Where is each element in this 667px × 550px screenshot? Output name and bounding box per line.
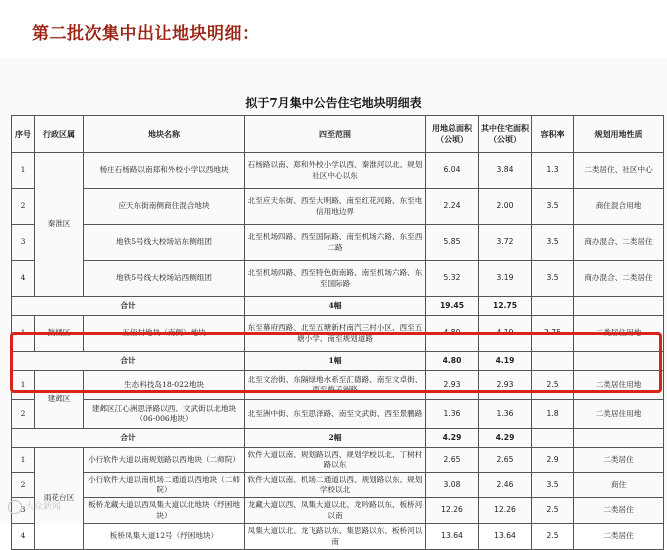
cell-far: 2.5 [532, 371, 574, 400]
col-header-area: 用地总面积（公顷） [426, 116, 479, 153]
cell-no: 2 [12, 400, 35, 429]
table-row [12, 473, 664, 498]
watermark [8, 499, 61, 514]
cell-far: 1.3 [532, 153, 574, 189]
cell-use: 商办混合、二类居住 [574, 225, 664, 261]
subtotal-area: 4.80 [426, 352, 479, 371]
col-header-bounds: 四至范围 [245, 116, 426, 153]
cell-name: 地铁5号线大校场站西侧组团 [84, 261, 245, 297]
table-row [12, 261, 664, 297]
cell-district: 雨花台区 [35, 448, 84, 550]
cell-area: 6.04 [426, 153, 479, 189]
cell-bounds: 软件大道以南、机场二通道以西、规划路以东、规划学校以北 [245, 473, 426, 498]
cell-no: 2 [12, 189, 35, 225]
subtotal-res-area: 4.29 [479, 429, 532, 448]
col-header-far: 容积率 [532, 116, 574, 153]
cell-name: 小行软件大道以南机场二通道以西地块（二师院） [84, 473, 245, 498]
cell-res-area: 3.84 [479, 153, 532, 189]
cell-res-area: 2.93 [479, 371, 532, 400]
cell-district: 建邺区 [35, 371, 84, 429]
cell-bounds: 北至机场四路、西至国际路、南至机场六路、东至西二路 [245, 225, 426, 261]
cell-res-area: 13.64 [479, 524, 532, 550]
cell-bounds: 软件大道以南、规划路以西、规划学校以北、丁树村路以东 [245, 448, 426, 473]
col-header-district: 行政区属 [35, 116, 84, 153]
cell-area: 12.26 [426, 498, 479, 524]
table-row [12, 400, 664, 429]
highlight-box [10, 332, 662, 393]
cell-no: 4 [12, 261, 35, 297]
cell-no: 3 [12, 225, 35, 261]
cell-res-area: 1.36 [479, 400, 532, 429]
cell-res-area: 3.19 [479, 261, 532, 297]
cell-area: 1.36 [426, 400, 479, 429]
watermark-logo-icon [8, 500, 22, 514]
watermark-text: 大众新闻 [25, 502, 62, 512]
cell-res-area: 2.46 [479, 473, 532, 498]
cell-district: 鼓楼区 [35, 316, 84, 352]
cell-area: 4.80 [426, 316, 479, 352]
cell-no: 1 [12, 448, 35, 473]
col-header-res-area: 其中住宅面积（公顷） [479, 116, 532, 153]
cell-no: 1 [12, 316, 35, 352]
cell-bounds: 凤集大道以北、龙飞路以东、集思路以东、板桥河以南 [245, 524, 426, 550]
cell-name: 生态科技岛18-022地块 [84, 371, 245, 400]
cell-use: 二类居住 [574, 448, 664, 473]
page-heading: 第二批次集中出让地块明细： [32, 24, 260, 44]
table-row [12, 153, 664, 189]
cell-res-area: 3.72 [479, 225, 532, 261]
cell-name: 建邺区江心洲思泽路以西、文武街以北地块（06-006地块） [84, 400, 245, 429]
subtotal-label: 合计 [12, 297, 245, 316]
subtotal-label: 合计 [12, 352, 245, 371]
subtotal-row [12, 297, 664, 316]
subtotal-area: 19.45 [426, 297, 479, 316]
cell-use: 二类居住、社区中心 [574, 153, 664, 189]
subtotal-row [12, 429, 664, 448]
cell-use: 二类居住用地 [574, 371, 664, 400]
cell-far: 3.5 [532, 225, 574, 261]
cell-no: 4 [12, 524, 35, 550]
cell-res-area: 4.19 [479, 316, 532, 352]
cell-name: 板桥凤集大道12号（纾困地块） [84, 524, 245, 550]
cell-area: 5.85 [426, 225, 479, 261]
cell-far: 2.75 [532, 316, 574, 352]
cell-no: 3 [12, 498, 35, 524]
cell-bounds: 北至文治街、东隔绿地水系至汇德路、南至文卓街、西至梅子洲路 [245, 371, 426, 400]
cell-area: 2.24 [426, 189, 479, 225]
subtotal-count: 4幅 [245, 297, 426, 316]
cell-res-area: 12.26 [479, 498, 532, 524]
cell-no: 1 [12, 153, 35, 189]
cell-bounds: 石杨路以南、郑和外校小学以西、秦淮河以北、规划社区中心以东 [245, 153, 426, 189]
subtotal-res-area: 4.19 [479, 352, 532, 371]
cell-name: 地铁5号线大校场站东侧组团 [84, 225, 245, 261]
table-row [12, 524, 664, 550]
cell-use: 二类居住用地 [574, 400, 664, 429]
cell-far: 3.5 [532, 261, 574, 297]
cell-area: 13.64 [426, 524, 479, 550]
table-row [12, 225, 664, 261]
table-title: 拟于7月集中公告住宅地块明细表 [245, 96, 422, 110]
cell-area: 3.08 [426, 473, 479, 498]
cell-name: 小行软件大道以南规划路以西地块（二师院） [84, 448, 245, 473]
cell-res-area: 2.65 [479, 448, 532, 473]
cell-far: 2.5 [532, 498, 574, 524]
cell-name: 杨庄石杨路以南郑和外校小学以西地块 [84, 153, 245, 189]
cell-far: 3.5 [532, 473, 574, 498]
subtotal-count: 2幅 [245, 429, 426, 448]
cell-name: 应天东街南侧商住混合地块 [84, 189, 245, 225]
subtotal-res-area: 12.75 [479, 297, 532, 316]
cell-area: 5.32 [426, 261, 479, 297]
cell-far: 2.5 [532, 524, 574, 550]
cell-bounds: 北至洲中街、东至思泽路、南至文武街、西至景鹏路 [245, 400, 426, 429]
col-header-use: 规划用地性质 [574, 116, 664, 153]
cell-use: 商住混合用地 [574, 189, 664, 225]
cell-res-area: 2.00 [479, 189, 532, 225]
cell-far: 1.8 [532, 400, 574, 429]
cell-bounds: 北至应天东街、西至大明路、南至红花河路、东至电信用地边界 [245, 189, 426, 225]
cell-name: 五佰村地块（南侧）地块 [84, 316, 245, 352]
cell-bounds: 龙藏大道以西、凤集大道以北、龙吟路以东、板桥河以南 [245, 498, 426, 524]
cell-use: 商住 [574, 473, 664, 498]
table-row [12, 448, 664, 473]
cell-use: 商办混合、二类居住 [574, 261, 664, 297]
cell-use: 二类居住 [574, 498, 664, 524]
cell-no: 1 [12, 371, 35, 400]
col-header-name: 地块名称 [84, 116, 245, 153]
cell-far: 3.5 [532, 189, 574, 225]
table-header-row [12, 116, 664, 153]
cell-use: 二类居住 [574, 524, 664, 550]
col-header-no: 序号 [12, 116, 35, 153]
subtotal-area: 4.29 [426, 429, 479, 448]
subtotal-count: 1幅 [245, 352, 426, 371]
table-row [12, 189, 664, 225]
cell-far: 2.9 [532, 448, 574, 473]
table-row [12, 498, 664, 524]
subtotal-label: 合计 [12, 429, 245, 448]
cell-no: 2 [12, 473, 35, 498]
cell-area: 2.93 [426, 371, 479, 400]
cell-bounds: 北至机场四路、西至特色街南路、南至机场六路、东至国际路 [245, 261, 426, 297]
cell-use: 二类居住用地 [574, 316, 664, 352]
cell-district: 秦淮区 [35, 153, 84, 297]
cell-area: 2.65 [426, 448, 479, 473]
cell-bounds: 东至幕府西路、北至五塘新村南汽三村小区、西至五塘小学、南至规划道路 [245, 316, 426, 352]
cell-name: 板桥龙藏大道以西凤集大道以北地块（纾困地块） [84, 498, 245, 524]
